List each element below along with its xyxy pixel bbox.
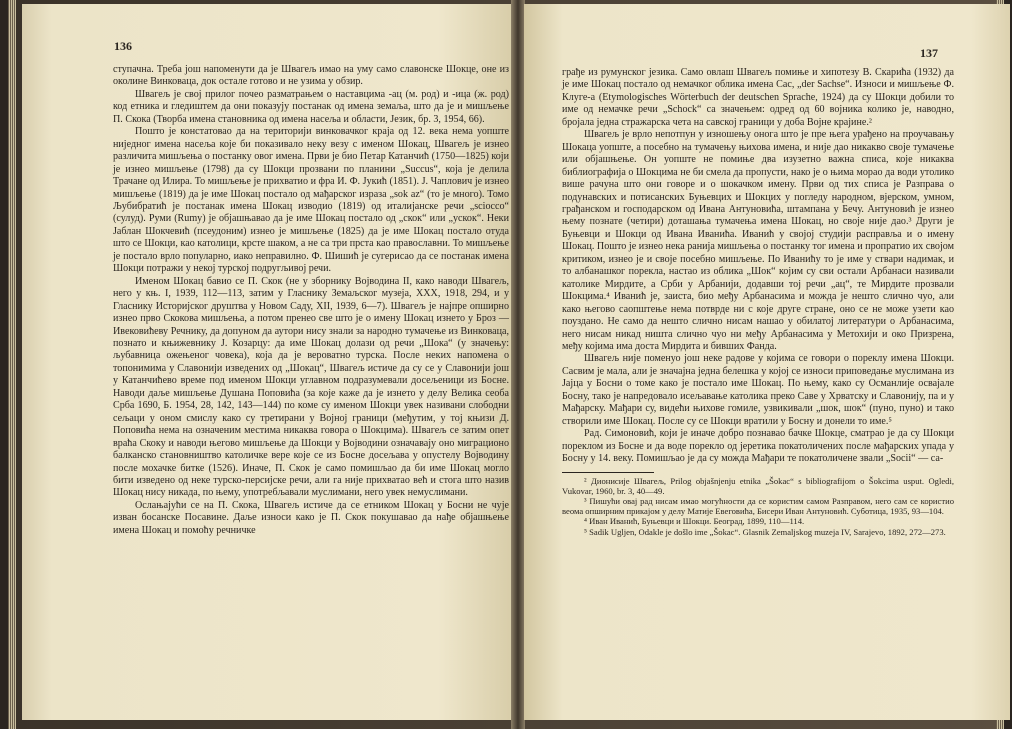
paragraph: Швагељ је врло непотпун у изношењу онога што је пре њега урађено на проучавању Шокаца уопште, а посебно на тумачењу њихова имена, и није дао никакво своје тумачење или објашњење. Он уопште не помиње два изузетно важна списа, које никаква библиографија о Шокцима не би смела да пропусти, нако је о њима морао да води утолико више рачуна што они говоре и о шокачком имену. Први од тих списа је Разправа о подунавских и потисанских Буњевцих и Шокцих у погледу народном, вјерском, умном, грађанском и господарском од Ивана Антуновића, штампана у Бечу. Антуновић је изнео њему познате (четири) доташања тумачења имена Шокац, но своје није дао.³ Други је Буњевци и Шокци од Ивана Иванића. Иванић у својој студији расправља и о имену Шокац. Пошто је изнео нека ранија мишљења о постанку тог имена и пропратио их својом критиком, изнео је и своје посебно мишљење. По Иванићу то је име у ствари надимак, и то албанашког порекла, настао из облика „Шок“ којим су сви остали Арбанаси називали католике Мирдите, а Срби у Арбанији, додавши тој речи „ац“, те Мирдите прозвали Шокцима.⁴ Иванић је, заиста, био међу Арбанасима и можда је нешто слично чуо, али како његово саопштење нема потврде ни с које друге стране, оно се не може узети као поуздано. Не само да нешто слично нисам нашао у обилатој литератури о Арбанасима, него нисам никад ништа слично чуо ни међу Арбанасима у Метохији и око Призрена, међу којима има доста Мирдита и бивших Фанда.	[562, 129, 954, 352]
right-page	[524, 4, 1010, 720]
paragraph: Ослањајући се на П. Скока, Швагељ истиче да се етником Шокац у Босни не чује изван босанске Посавине. Даље износи како је П. Скок покушавао да нађе објашњење имена Шокац и помоћу речничке	[113, 499, 509, 536]
page-number: 137	[920, 46, 938, 60]
footnote-divider	[562, 472, 654, 473]
paragraph: Швагељ је свој прилог почео разматрањем о наставцима -ац (м. род) и -ица (ж. род) код етника и гледиштем да они показују постанак од имена земаља, што да је и мишљење П. Скока (Творба имена становника од имена насеља и области, Језик, бр. 3, 1954, 66).	[113, 88, 509, 125]
paragraph: грађе из румунског језика. Само овлаш Швагељ помиње и хипотезу В. Скарића (1932) да је име Шокац постало од немачког облика имена Сас, „der Sachse“. Износи и мишљење Ф. Клуге-а (Etymologisches Wörterbuch der deutschen Sprache, 1924) да су Шокци добили то име од немачке речи „Schock“ са значењем: одред од 60 војника колико је, наводно, бројала једна стражарска чета на савској граници у доба Војне крајине.²	[562, 67, 954, 128]
right-text-column	[562, 67, 954, 537]
paragraph: Рад. Симоновић, који је иначе добро познавао бачке Шокце, сматрао је да су Шокци пореклом из Босне и да воде порекло од јеретика покатоличених после мађарских упада у Босну у 14. веку. Помишљао је да су можда Мађари те покатоличене звали „Socii“ — са-	[562, 428, 954, 465]
footnote: ⁵ Sadik Uglјen, Odakle je došlo ime „Šokac“. Glasnik Zemaljskog muzeja IV, Sarajevo, 1892, 272—273.	[584, 526, 946, 537]
page-edges-left	[8, 0, 16, 729]
footnotes	[562, 476, 954, 537]
page-number: 136	[114, 39, 132, 53]
paragraph: ступачна. Треба још напоменути да је Швагељ имао на уму само славонске Шокце, оне из околине Винковаца, док остале готово и не узима у обзир.	[113, 64, 509, 88]
paragraph: Пошто је констатовао да на територији винковачког краја од 12. века нема уопште ниједног имена насеља које би показивало неку везу с именом Шокац, Швагељ је изнео различита мишљења о постанку овог имена. Први је био Петар Катанчић (1750—1825) који је изнео мишљење (1798) да су Шокци прозвани по планини „Succus“, која је делила Трачане од Илира. То мишљење је прихватио и фра И. Ф. Јукић (1851). Ј. Чаплович је изнео мишљење (1819) да је име Шокац постало од мађарског израза „sok az“ (то је много). Томо Љубибратић је постанак имена Шокац изводио (1819) од италијанске речи „sciocco“ (сулуд). Руми (Rumy) је објашњавао да је име Шокац постало од „скок“ или „ускок“. Неки Јаблан Шокчевић (псеудоним) изнео је мишљење (1825) да је име Шокац постало отуда што се Шокци, као католици, крсте шаком, а не са три прста као православни. То мишљење је постало врло популарно, иако неправилно. Ф. Шишић је сугерисао да се постанак имена Шокци потражи у некој турској подругљивој речи.	[113, 126, 509, 275]
open-book	[8, 0, 1004, 729]
paragraph: Именом Шокац бавио се П. Скок (не у зборнику Војводина II, како наводи Швагељ, него у књ. I, 1939, 112—113, затим у Гласнику Земаљског музеја, XXX, 1918, 294, и у Гласнику Историјског друштва у Новом Саду, XII, 1939, 6—7). Швагељ је најпре опширно изнео прво Скокова мишљења, а потом пренео све што је о имену Шокац изнето у Броз — Ивековићеву Речнику, да допуном да аутори нису знали за народно тумачење из Винковаца, познато и књижевнику Ј. Козарцу: да име Шокац долази од речи „Шока“ (у значењу: љубавница ожењеног човека), која да је вероватно турска. После неких напомена о топонимима у Славонији изведених од „Шокац“, Швагељ истиче да су се у Славонији још у Катанчићево време под именом Шокци углавном подразумевали досељеници из Босне. Наводи даље мишљење Душана Поповића (за које каже да је изнето у делу Велика сеоба Срба 1690, Б. 1954, 28, 142, 143—144) по коме су именом Шокци увек називани слободни сељаци у оном смислу како су третирани у Војној граници (међутим, у тој књизи Д. Поповића нема на означеним местима никаква говора о Шокцима). Швагељ се затим опет враћа Скоку и наводи његово мишљење да Шокци у Војводини означавају оно миграционо балканско становништво католичке вере које се из Босне досељава у опустелу Војводину после мохачке битке (1526). Иначе, П. Скок је само помишљао да би име Шокац могло бити изведено од неке турско-персијске речи, али га није прихватао већ и стога што назив Шокац нису никада, по њему, употребљавали муслимани, него увек немуслимани.	[113, 275, 509, 499]
footnote: ⁴ Иван Иванић, Буњевци и Шокци. Београд, 1899, 110—114.	[584, 516, 805, 527]
footnote: ³ Пишући овај рад нисам имао могућности да се користим самом Разправом, него сам се користио веома опширним прикајом у делу Матије Евеговића, Бисери Иван Антуновић. Суботица, 1935, 93—104.	[562, 495, 954, 517]
footnote: ² Дионисије Швагељ, Prilog objašnjenju etnika „Šokac“ s bibliografijom o Šokcima usput. Ogledi, Vukovar, 1960, br. 3, 40—49.	[562, 475, 954, 496]
paragraph: Швагељ није поменуо још неке радове у којима се говори о пореклу имена Шокци. Сасвим је мала, али је значајна једна белешка у којој се износи приповедање муслимана из Јајца у Босни о томе како је постало име Шокац. По њему, како су Османлије освајале Босну, тако је напредовало исељавање католика преко Саве у Хрватску и Славонију, па и у Мађарску. Мађари су, видећи њихове гомиле, узвикивали „шок, шок“ (пуно, пуно) и тако створили име Шокац. После су се Шокци вратили у Босну и донели то име.⁵	[562, 353, 954, 427]
book-gutter	[511, 0, 525, 729]
left-page	[22, 4, 512, 720]
left-text-column	[113, 64, 509, 537]
